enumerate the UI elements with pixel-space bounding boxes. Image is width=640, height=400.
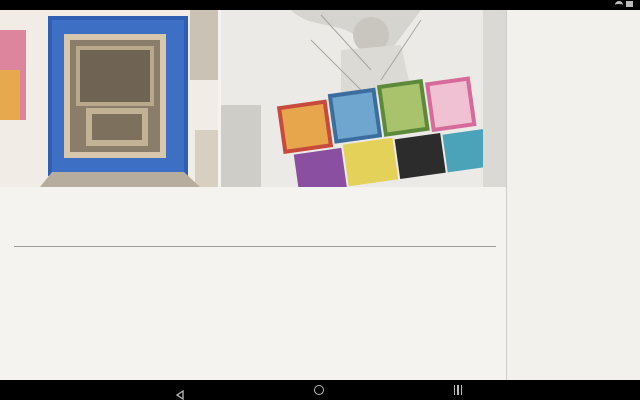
- status-bar: [0, 0, 640, 10]
- wifi-icon: [615, 1, 623, 7]
- events-sidebar: [506, 10, 640, 380]
- article-photos: [0, 10, 506, 187]
- status-icons: [615, 1, 636, 7]
- artwork-photo-right: [221, 10, 506, 187]
- artwork-photo-left: [0, 10, 218, 187]
- column-text: [250, 250, 306, 308]
- navigation-bar: [0, 380, 640, 400]
- newspaper-page[interactable]: [0, 10, 640, 380]
- article-column-3: [185, 250, 247, 380]
- battery-icon: [626, 1, 633, 7]
- article-column-1: [20, 250, 102, 380]
- recent-apps-icon[interactable]: [453, 385, 463, 395]
- divider: [14, 246, 496, 247]
- back-icon[interactable]: [175, 385, 185, 395]
- article-column-5: [313, 250, 399, 380]
- article-column-2: [107, 250, 177, 380]
- article-column-6: [405, 250, 495, 380]
- home-icon[interactable]: [314, 385, 324, 395]
- main-article: [0, 10, 506, 380]
- article-column-4: [250, 250, 306, 380]
